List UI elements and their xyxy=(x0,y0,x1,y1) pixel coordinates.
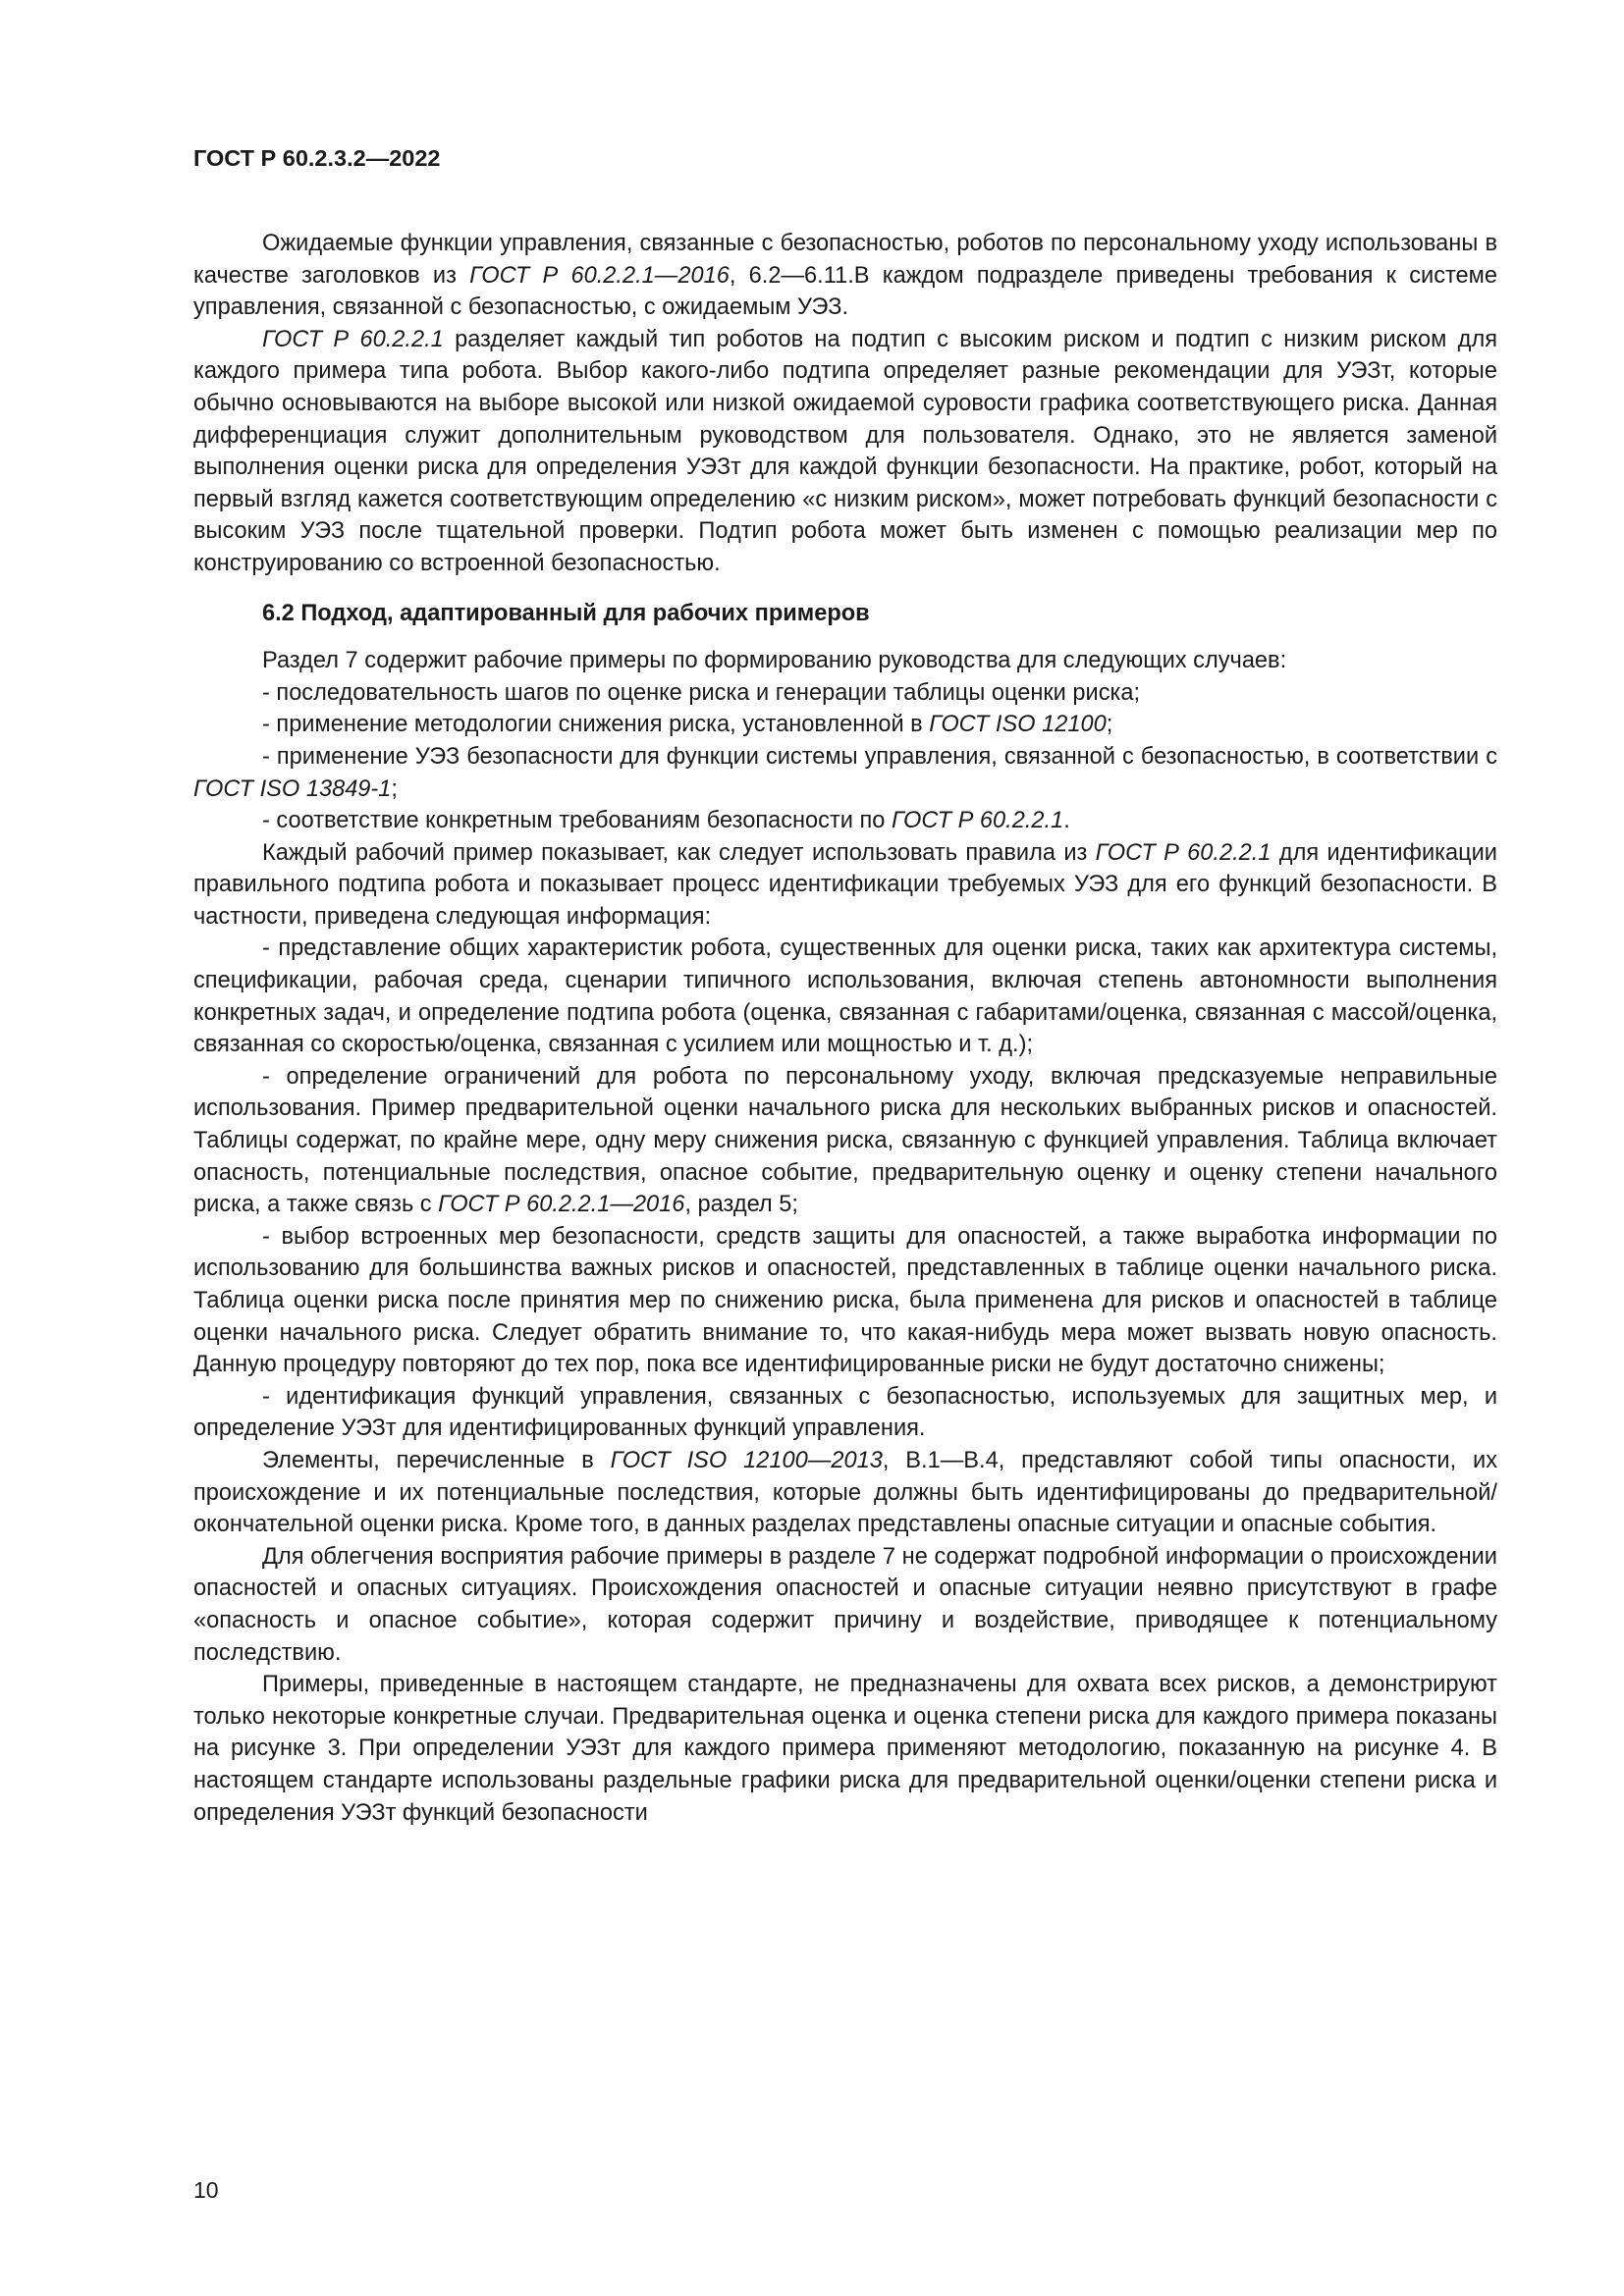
text-run: Каждый рабочий пример показывает, как следует использовать правила из xyxy=(262,839,1096,866)
paragraph xyxy=(193,805,1497,837)
document-reference: ГОСТ ISO 12100 xyxy=(929,712,1107,738)
text-run: - идентификация функций управления, связанных с безопасностью, используемых для защитных мер, и определение УЭЗт для идентифицированных функций управления. xyxy=(193,1383,1497,1442)
document-page xyxy=(193,143,1497,1829)
paragraph xyxy=(193,933,1497,1060)
page-number: 10 xyxy=(193,2177,219,2203)
section-paragraphs xyxy=(193,645,1497,1829)
text-run: Ожидаемые функции управления, связанные с безопасностью, роботов по персональному уходу использованы в качестве заголовков из xyxy=(193,231,1497,289)
text-run: , 6.2—6.11.В каждом подразделе приведены требования к системе управления, связанной с безопасностью, с ожидаемым УЭЗ. xyxy=(193,262,1497,321)
text-run: - определение ограничений для робота по персональному уходу, включая предсказуемые неправильные использования. Пример предварительной оценки начального риска для нескольких выбранных рисков и опасностей. Таблицы содержат, по крайне мере, одну меру снижения риска, связанную с функцией управления. Таблица включает опасность, потенциальные последствия, опасное событие, предварительную оценку и оценку степени начального риска, а также связь с xyxy=(193,1063,1497,1218)
paragraph xyxy=(193,1381,1497,1445)
text-run: Элементы, перечисленные в xyxy=(262,1447,611,1473)
paragraph xyxy=(193,228,1497,324)
paragraph xyxy=(193,837,1497,934)
paragraph xyxy=(193,324,1497,580)
document-reference: ГОСТ Р 60.2.2.1 xyxy=(1095,839,1272,866)
document-body xyxy=(193,228,1497,1829)
paragraph xyxy=(193,1541,1497,1669)
document-reference: ГОСТ Р 60.2.2.1 xyxy=(891,808,1064,834)
text-run: . xyxy=(1063,808,1070,834)
paragraph xyxy=(193,709,1497,741)
text-run: - применение УЭЗ безопасности для функции системы управления, связанной с безопасностью, в соответствии с xyxy=(262,743,1497,770)
paragraph xyxy=(193,677,1497,710)
text-run: - применение методологии снижения риска, установленной в xyxy=(262,712,930,738)
paragraph xyxy=(193,1669,1497,1829)
text-run: разделяет каждый тип роботов на подтип с высоким риском и подтип с низким риском для каждого примера типа робота. Выбор какого-либо подтипа определяет разные рекомендации для УЭЗт, которые обычно основываются на выборе высокой или низкой ожидаемой суровости графика соответствующего риска. Данная дифференциация служит дополнительным руководством для пользователя. Однако, это не является заменой выполнения оценки риска для определения УЭЗт для каждой функции безопасности. На практике, робот, который на первый взгляд кажется соответствующим определению «с низким риском», может потребовать функций безопасности с высоким УЭЗ после тщательной проверки. Подтип робота может быть изменен с помощью реализации мер по конструированию со встроенной безопасностью. xyxy=(193,326,1497,576)
section-heading: 6.2 Подход, адаптированный для рабочих примеров xyxy=(262,600,870,626)
text-run: - выбор встроенных мер безопасности, средств защиты для опасностей, а также выработка информации по использованию для большинства важных рисков и опасностей, представленных в таблице оценки начального риска. Таблица оценки риска после принятия мер по снижению риска, была применена для рисков и опасностей в таблице оценки начального риска. Следует обратить внимание то, что какая-нибудь мера может вызвать новую опасность. Данную процедуру повторяют до тех пор, пока все идентифицированные риски не будут достаточно снижены; xyxy=(193,1223,1497,1378)
text-run: Раздел 7 содержит рабочие примеры по формированию руководства для следующих случаев: xyxy=(262,648,1287,674)
document-header: ГОСТ Р 60.2.3.2—2022 xyxy=(193,145,441,171)
text-run: Для облегчения восприятия рабочие примеры в разделе 7 не содержат подробной информации о происхождении опасностей и опасных ситуациях. Происхождения опасностей и опасные ситуации неявно присутствуют в графе «опасность и опасное событие», которая содержит причину и воздействие, приводящее к потенциальному последствию. xyxy=(193,1543,1497,1666)
paragraph xyxy=(193,1445,1497,1541)
paragraph xyxy=(193,1221,1497,1381)
document-reference: ГОСТ Р 60.2.2.1—2016 xyxy=(438,1192,685,1218)
document-reference: ГОСТ Р 60.2.2.1—2016 xyxy=(469,262,730,289)
document-reference: ГОСТ ISO 12100—2013 xyxy=(610,1447,883,1473)
document-reference: ГОСТ Р 60.2.2.1 xyxy=(262,326,444,352)
document-reference: ГОСТ ISO 13849-1 xyxy=(193,775,392,802)
text-run: , раздел 5; xyxy=(684,1192,798,1218)
text-run: , В.1—В.4, представляют собой типы опасности, их происхождение и их потенциальные последствия, которые должны быть идентифицированы до предварительной/окончательной оценки риска. Кроме того, в данных разделах представлены опасные ситуации и опасные события. xyxy=(193,1447,1498,1538)
text-run: ; xyxy=(391,775,398,802)
text-run: Примеры, приведенные в настоящем стандарте, не предназначены для охвата всех рисков, а демонстрируют только некоторые конкретные случаи. Предварительная оценка и оценка степени риска для каждого примера показаны на рисунке 3. При определении УЭЗт для каждого примера применяют методологию, показанную на рисунке 4. В настоящем стандарте использованы раздельные графики риска для предварительной оценки/оценки степени риска и определения УЭЗт функций безопасности xyxy=(193,1672,1497,1826)
intro-paragraphs xyxy=(193,228,1497,580)
text-run: ; xyxy=(1106,712,1113,738)
paragraph xyxy=(193,741,1497,805)
text-run: - представление общих характеристик робота, существенных для оценки риска, таких как архитектура системы, спецификации, рабочая среда, сценарии типичного использования, включая степень автономности выполнения конкретных задач, и определение подтипа робота (оценка, связанная с габаритами/оценка, связанная с массой/оценка, связанная со скоростью/оценка, связанная с усилием или мощностью и т. д.); xyxy=(193,935,1497,1058)
paragraph xyxy=(193,645,1497,677)
paragraph xyxy=(193,1061,1497,1221)
text-run: - соответствие конкретным требованиям безопасности по xyxy=(262,808,892,834)
text-run: - последовательность шагов по оценке риска и генерации таблицы оценки риска; xyxy=(262,679,1141,706)
text-run: для идентификации правильного подтипа робота и показывает процесс идентификации требуемых УЭЗ для его функций безопасности. В частности, приведена следующая информация: xyxy=(193,839,1497,930)
